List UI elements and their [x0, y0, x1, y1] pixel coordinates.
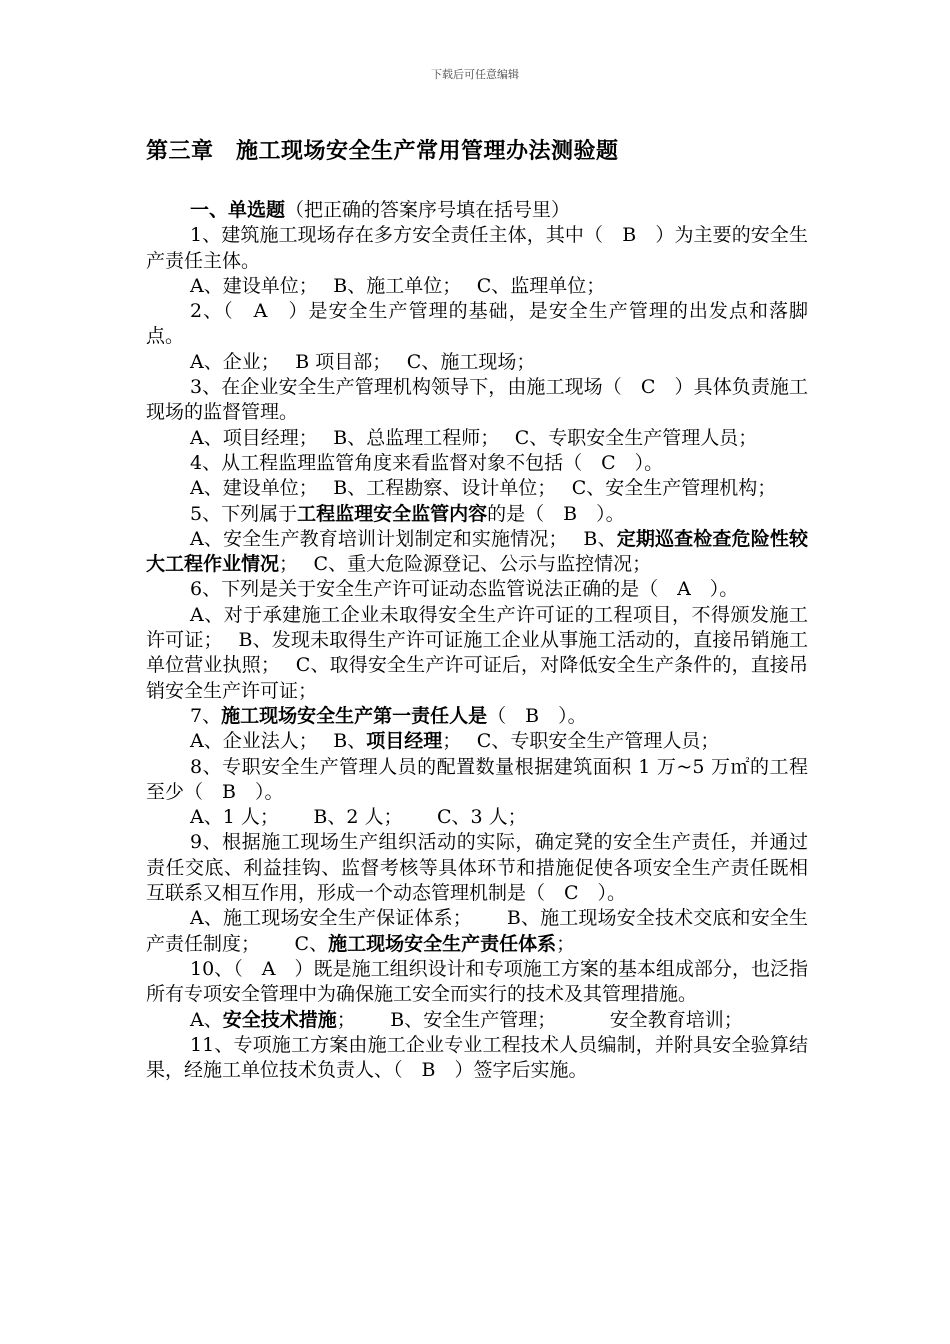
text-segment: 5、下列属于: [190, 502, 298, 525]
text-segment: A、1 人； B、2 人； C、3 人；: [190, 806, 527, 829]
bold-text: 项目经理: [366, 730, 443, 753]
bold-text: 施工现场安全生产第一责任人是: [221, 704, 488, 727]
text-segment: A、施工现场安全生产保证体系； B、施工现场安全技术交底和安全生产责任制度； C、: [146, 907, 808, 955]
question-line: [146, 375, 808, 426]
question-line: [146, 704, 808, 729]
question-line: [146, 274, 808, 299]
question-line: [146, 223, 808, 274]
text-segment: 3、在企业安全生产管理机构领导下，由施工现场（ C ）具体负责施工现场的监督管理。: [146, 376, 808, 424]
bold-text: 安全技术措施: [222, 1008, 337, 1031]
text-segment: A、建设单位； B、工程勘察、设计单位； C、安全生产管理机构；: [190, 477, 777, 500]
question-line: [146, 502, 808, 527]
text-segment: 2、（ A ）是安全生产管理的基础，是安全生产管理的出发点和落脚点。: [146, 300, 808, 348]
text-segment: 11、专项施工方案由施工企业专业工程技术人员编制，并附具安全验算结果，经施工单位技术负责人、（ B ）签字后实施。: [146, 1033, 808, 1082]
section-label: 一、单选题: [190, 199, 286, 221]
text-segment: 1、建筑施工现场存在多方安全责任主体，其中（ B ）为主要的安全生产责任主体。: [146, 224, 808, 272]
text-segment: ； C、重大危险源登记、公示与监控情况；: [279, 553, 652, 576]
page-title: 第三章 施工现场安全生产常用管理办法测验题: [146, 138, 619, 164]
text-segment: ； B、安全生产管理； 安全教育培训；: [336, 1008, 743, 1031]
text-segment: 7、: [190, 704, 222, 727]
question-line: [146, 451, 808, 476]
question-line: [146, 603, 808, 704]
question-line: [146, 755, 808, 806]
bold-text: 定期巡查检查危险性较大工程作业情况: [146, 527, 808, 576]
text-segment: ；: [556, 932, 576, 955]
question-lines: [146, 223, 808, 1083]
text-segment: A、建设单位； B、施工单位； C、监理单位；: [190, 274, 606, 297]
question-line: [146, 957, 808, 1008]
question-line: [146, 805, 808, 830]
question-content: [146, 198, 808, 1083]
text-segment: A、: [190, 1008, 223, 1031]
text-segment: A、企业； B 项目部； C、施工现场；: [190, 350, 536, 373]
text-segment: A、企业法人； B、: [190, 730, 367, 753]
question-line: [146, 350, 808, 375]
bold-text: 工程监理安全监管内容: [297, 502, 488, 525]
text-segment: 4、从工程监理监管角度来看监督对象不包括（ C ）。: [190, 451, 664, 474]
text-segment: 6、下列是关于安全生产许可证动态监管说法正确的是（ A ）。: [190, 578, 739, 601]
text-segment: （ B ）。: [487, 704, 587, 727]
question-line: [146, 476, 808, 501]
text-segment: 10、（ A ）既是施工组织设计和专项施工方案的基本组成部分，也泛指所有专项安全管理中为确保施工安全而实行的技术及其管理措施。: [146, 957, 808, 1006]
text-segment: A、安全生产教育培训计划制定和实施情况； B、: [190, 527, 617, 550]
text-segment: 9、根据施工现场生产组织活动的实际，确定凳的安全生产责任，并通过责任交底、利益挂钩、监督考核等具体环节和措施促使各项安全生产责任既相互联系又相互作用，形成一个动态管理机制是（ C ）。: [146, 831, 808, 905]
question-line: [146, 1033, 808, 1084]
question-line: [146, 906, 808, 957]
question-line: [146, 830, 808, 906]
text-segment: A、对于承建施工企业未取得安全生产许可证的工程项目，不得颁发施工许可证； B、发现未取得生产许可证施工企业从事施工活动的，直接吊销施工单位营业执照； C、取得安全生产许可证后，对降低安全生产条件的，直接吊销安全生产许可证；: [146, 603, 808, 702]
section-heading: [146, 198, 808, 223]
text-segment: 的是（ B ）。: [487, 502, 625, 525]
question-line: [146, 527, 808, 578]
question-line: [146, 299, 808, 350]
text-segment: 8、专职安全生产管理人员的配置数量根据建筑面积 1 万~5 万㎡的工程至少（ B ）。: [146, 755, 808, 803]
text-segment: ； C、专职安全生产管理人员；: [442, 730, 720, 753]
question-line: [146, 426, 808, 451]
question-line: [146, 729, 808, 754]
question-line: [146, 577, 808, 602]
bold-text: 施工现场安全生产责任体系: [328, 932, 557, 955]
text-segment: A、项目经理； B、总监理工程师； C、专职安全生产管理人员；: [190, 426, 758, 449]
section-note: （把正确的答案序号填在括号里）: [285, 199, 571, 221]
question-line: [146, 1008, 808, 1033]
page-header: 下载后可任意编辑: [431, 68, 519, 81]
